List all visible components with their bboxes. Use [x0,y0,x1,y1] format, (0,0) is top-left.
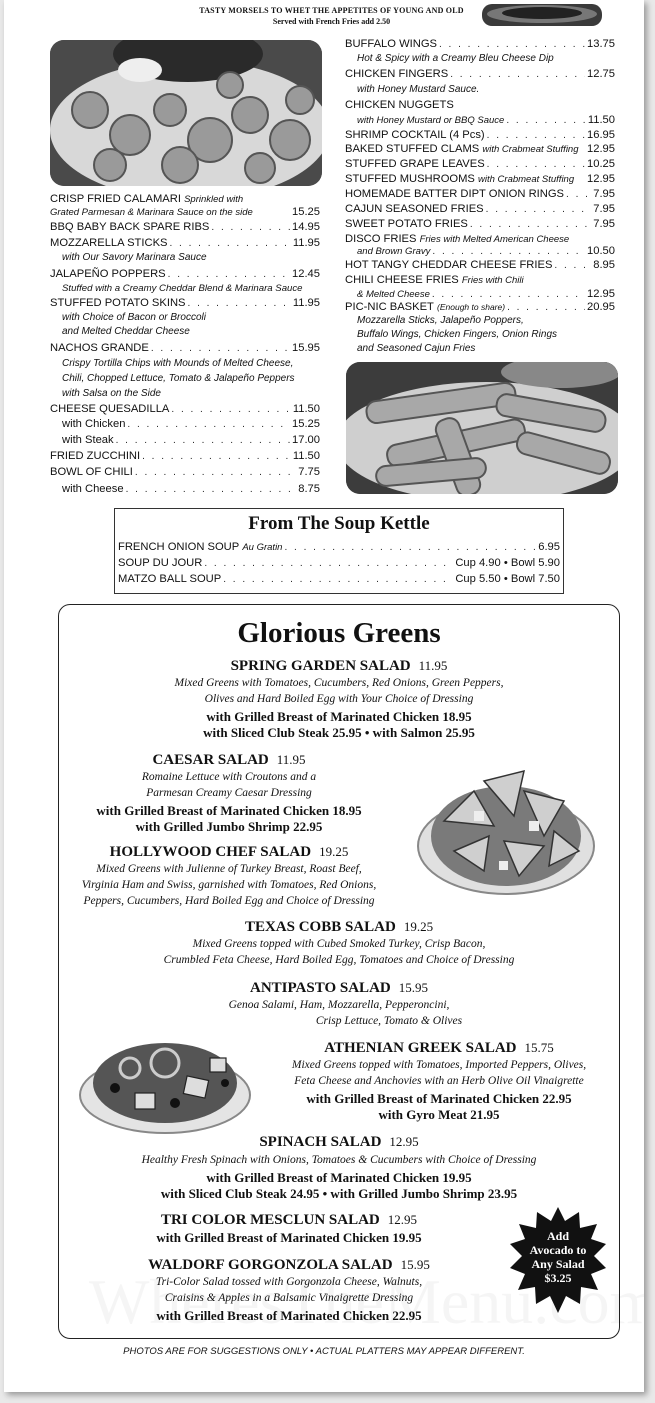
greek-add-1: with Grilled Breast of Marinated Chicken 22.95 [306,1091,572,1106]
salad-athenian-greek: ATHENIAN GREEK SALAD 15.75 [324,1040,554,1056]
wings-desc: Hot & Spicy with a Creamy Bleu Cheese Dip [357,53,554,64]
item-cajun-fries: CAJUN SEASONED FRIES . . . 7.95 [345,203,615,216]
item-baked-stuffed-clams: BAKED STUFFED CLAMS with Crabmeat Stuffing 12.95 [345,143,615,155]
menu-page [4,0,644,1392]
chef-desc-3: Peppers, Cucumbers, Hard Boiled Egg and Choice of Dressing [83,895,375,907]
mozzarella-sticks-photo [346,362,618,494]
caesar-salad-photo [414,751,599,901]
item-fried-zucchini: FRIED ZUCCHINI . . . 11.50 [50,450,320,463]
fries-note: Served with French Fries add 2.50 [272,17,391,26]
item-matzo-ball-soup: MATZO BALL SOUP . . . Cup 5.50 • Bowl 7.50 [118,573,560,586]
greens-section-title: Glorious Greens [237,617,441,649]
item-crisp-fried-calamari: CRISP FRIED CALAMARI Sprinkled with [50,193,244,205]
nachos-desc-3: with Salsa on the Side [62,388,161,399]
item-chili-with-cheese: with Cheese . . . 8.75 [62,483,320,496]
spring-desc-1: Mixed Greens with Tomatoes, Cucumbers, Red Onions, Green Peppers, [174,677,504,689]
photo-disclaimer: PHOTOS ARE FOR SUGGESTIONS ONLY • ACTUAL PLATTERS MAY APPEAR DIFFERENT. [123,1346,525,1357]
picnic-desc-2: Buffalo Wings, Chicken Fingers, Onion Rings [357,329,557,340]
item-soup-du-jour: SOUP DU JOUR . . . Cup 4.90 • Bowl 5.90 [118,557,560,570]
item-bowl-of-chili: BOWL OF CHILI . . . 7.75 [50,466,320,479]
item-chicken-nuggets: CHICKEN NUGGETS [345,99,454,111]
waldorf-add-1: with Grilled Breast of Marinated Chicken 22.95 [156,1308,422,1323]
greek-desc-1: Mixed Greens topped with Tomatoes, Imported Peppers, Olives, [291,1059,587,1071]
salad-spinach: SPINACH SALAD 12.95 [259,1134,419,1150]
item-cheese-quesadilla: CHEESE QUESADILLA . . . 11.50 [50,403,320,416]
salad-tri-color-mesclun: TRI COLOR MESCLUN SALAD 12.95 [160,1212,418,1228]
item-jalapeno-poppers: JALAPEÑO POPPERS . . . 12.45 [50,268,320,281]
antipasto-desc-2: Crisp Lettuce, Tomato & Olives [315,1015,463,1027]
item-nachos-grande: NACHOS GRANDE . . . 15.95 [50,342,320,355]
soup-kettle-box [114,508,564,594]
soup-section-title: From The Soup Kettle [248,513,430,534]
salad-hollywood-chef: HOLLYWOOD CHEF SALAD 19.25 [109,844,349,860]
avocado-burst-text: Add Avocado to Any Salad $3.25 [529,1229,587,1285]
item-quesadilla-chicken: with Chicken . . . 15.25 [62,418,320,431]
potato-skins-desc-1: with Choice of Bacon or Broccoli [62,312,206,323]
spring-desc-2: Olives and Hard Boiled Egg with Your Choice of Dressing [204,693,474,705]
disco-fries-desc-row: and Brown Gravy . . . 10.50 [357,245,615,258]
nachos-desc-1: Crispy Tortilla Chips with Mounds of Melted Cheese, [62,358,294,369]
calamari-photo [50,40,322,186]
picnic-desc-3: and Seasoned Cajun Fries [357,343,476,354]
antipasto-desc-1: Genoa Salami, Ham, Mozzarella, Pepperoncini, [228,999,450,1011]
fingers-desc: with Honey Mustard Sauce. [357,84,480,95]
tricolor-add-1: with Grilled Breast of Marinated Chicken 19.95 [156,1230,422,1245]
nachos-desc-2: Chili, Chopped Lettuce, Tomato & Jalapeño Peppers [62,373,295,384]
mozzarella-desc: with Our Savory Marinara Sauce [62,252,207,263]
salad-spring-garden: SPRING GARDEN SALAD 11.95 [230,658,448,674]
salad-waldorf-gorgonzola: WALDORF GORGONZOLA SALAD 15.95 [148,1257,430,1273]
caesar-add-1: with Grilled Breast of Marinated Chicken 18.95 [96,803,362,818]
greek-add-2: with Gyro Meat 21.95 [378,1107,500,1122]
spinach-add-2: with Sliced Club Steak 24.95 • with Grilled Jumbo Shrimp 23.95 [160,1186,518,1201]
item-stuffed-grape-leaves: STUFFED GRAPE LEAVES . . . 10.25 [345,158,615,171]
spinach-desc-1: Healthy Fresh Spinach with Onions, Tomatoes & Cucumbers with Choice of Dressing [141,1154,537,1166]
item-french-onion-soup: FRENCH ONION SOUP Au Gratin . . . 6.95 [118,541,560,554]
item-mozzarella-sticks: MOZZARELLA STICKS . . . 11.95 [50,237,320,250]
waldorf-desc-2: Craisins & Apples in a Balsamic Vinaigrette Dressing [164,1292,414,1304]
item-quesadilla-steak: with Steak . . . 17.00 [62,434,320,447]
item-sweet-potato-fries: SWEET POTATO FRIES . . . 7.95 [345,218,615,231]
item-disco-fries: DISCO FRIES Fries with Melted American Cheese [345,233,570,245]
item-stuffed-mushrooms: STUFFED MUSHROOMS with Crabmeat Stuffing 12.95 [345,173,615,185]
caesar-desc-1: Romaine Lettuce with Croutons and a [141,771,317,783]
spring-add-1: with Grilled Breast of Marinated Chicken 18.95 [206,709,472,724]
item-stuffed-potato-skins: STUFFED POTATO SKINS . . . 11.95 [50,297,320,310]
item-onion-rings: HOMEMADE BATTER DIPT ONION RINGS . . . 7.95 [345,188,615,201]
salad-texas-cobb: TEXAS COBB SALAD 19.25 [244,919,434,935]
salad-antipasto: ANTIPASTO SALAD 15.95 [250,980,428,996]
spring-add-2: with Sliced Club Steak 25.95 • with Salmon 25.95 [203,725,475,740]
nuggets-desc-row: with Honey Mustard or BBQ Sauce . . . 11.50 [357,114,615,127]
calamari-desc-row: Grated Parmesan & Marinara Sauce on the side 15.25 [50,206,320,218]
salad-caesar: CAESAR SALAD 11.95 [152,752,306,768]
item-picnic-basket: PIC-NIC BASKET (Enough to share) . . . 20.95 [345,301,615,314]
item-bbq-ribs: BBQ BABY BACK SPARE RIBS . . . 14.95 [50,221,320,234]
sauce-photo [482,4,602,26]
item-chili-cheese-fries: CHILI CHEESE FRIES Fries with Chili [345,274,524,286]
potato-skins-desc-2: and Melted Cheddar Cheese [62,326,190,337]
item-shrimp-cocktail: SHRIMP COCKTAIL (4 Pcs) . . . 16.95 [345,129,615,142]
item-cheddar-cheese-fries: HOT TANGY CHEDDAR CHEESE FRIES . . . 8.95 [345,259,615,272]
item-chicken-fingers: CHICKEN FINGERS . . . 12.75 [345,68,615,81]
caesar-desc-2: Parmesan Creamy Caesar Dressing [146,787,312,799]
spinach-add-1: with Grilled Breast of Marinated Chicken 19.95 [206,1170,472,1185]
chili-cheese-desc-row: & Melted Cheese . . . 12.95 [357,288,615,301]
item-buffalo-wings: BUFFALO WINGS . . . 13.75 [345,38,615,51]
chef-desc-2: Virginia Ham and Swiss, garnished with Tomatoes, Red Onions, [81,879,377,891]
cobb-desc-1: Mixed Greens topped with Cubed Smoked Turkey, Crisp Bacon, [192,938,486,950]
picnic-desc-1: Mozzarella Sticks, Jalapeño Poppers, [357,315,524,326]
chef-desc-1: Mixed Greens with Julienne of Turkey Breast, Roast Beef, [96,863,362,875]
caesar-add-2: with Grilled Jumbo Shrimp 22.95 [135,819,323,834]
waldorf-desc-1: Tri-Color Salad tossed with Gorgonzola Cheese, Walnuts, [155,1276,423,1288]
menu-tagline: TASTY MORSELS TO WHET THE APPETITES OF YOUNG AND OLD [199,6,464,15]
greek-desc-2: Feta Cheese and Anchovies with an Herb Olive Oil Vinaigrette [294,1075,584,1087]
greek-salad-photo [75,1023,253,1139]
poppers-desc: Stuffed with a Creamy Cheddar Blend & Marinara Sauce [62,283,303,294]
cobb-desc-2: Crumbled Feta Cheese, Hard Boiled Egg, Tomatoes and Choice of Dressing [163,954,515,966]
